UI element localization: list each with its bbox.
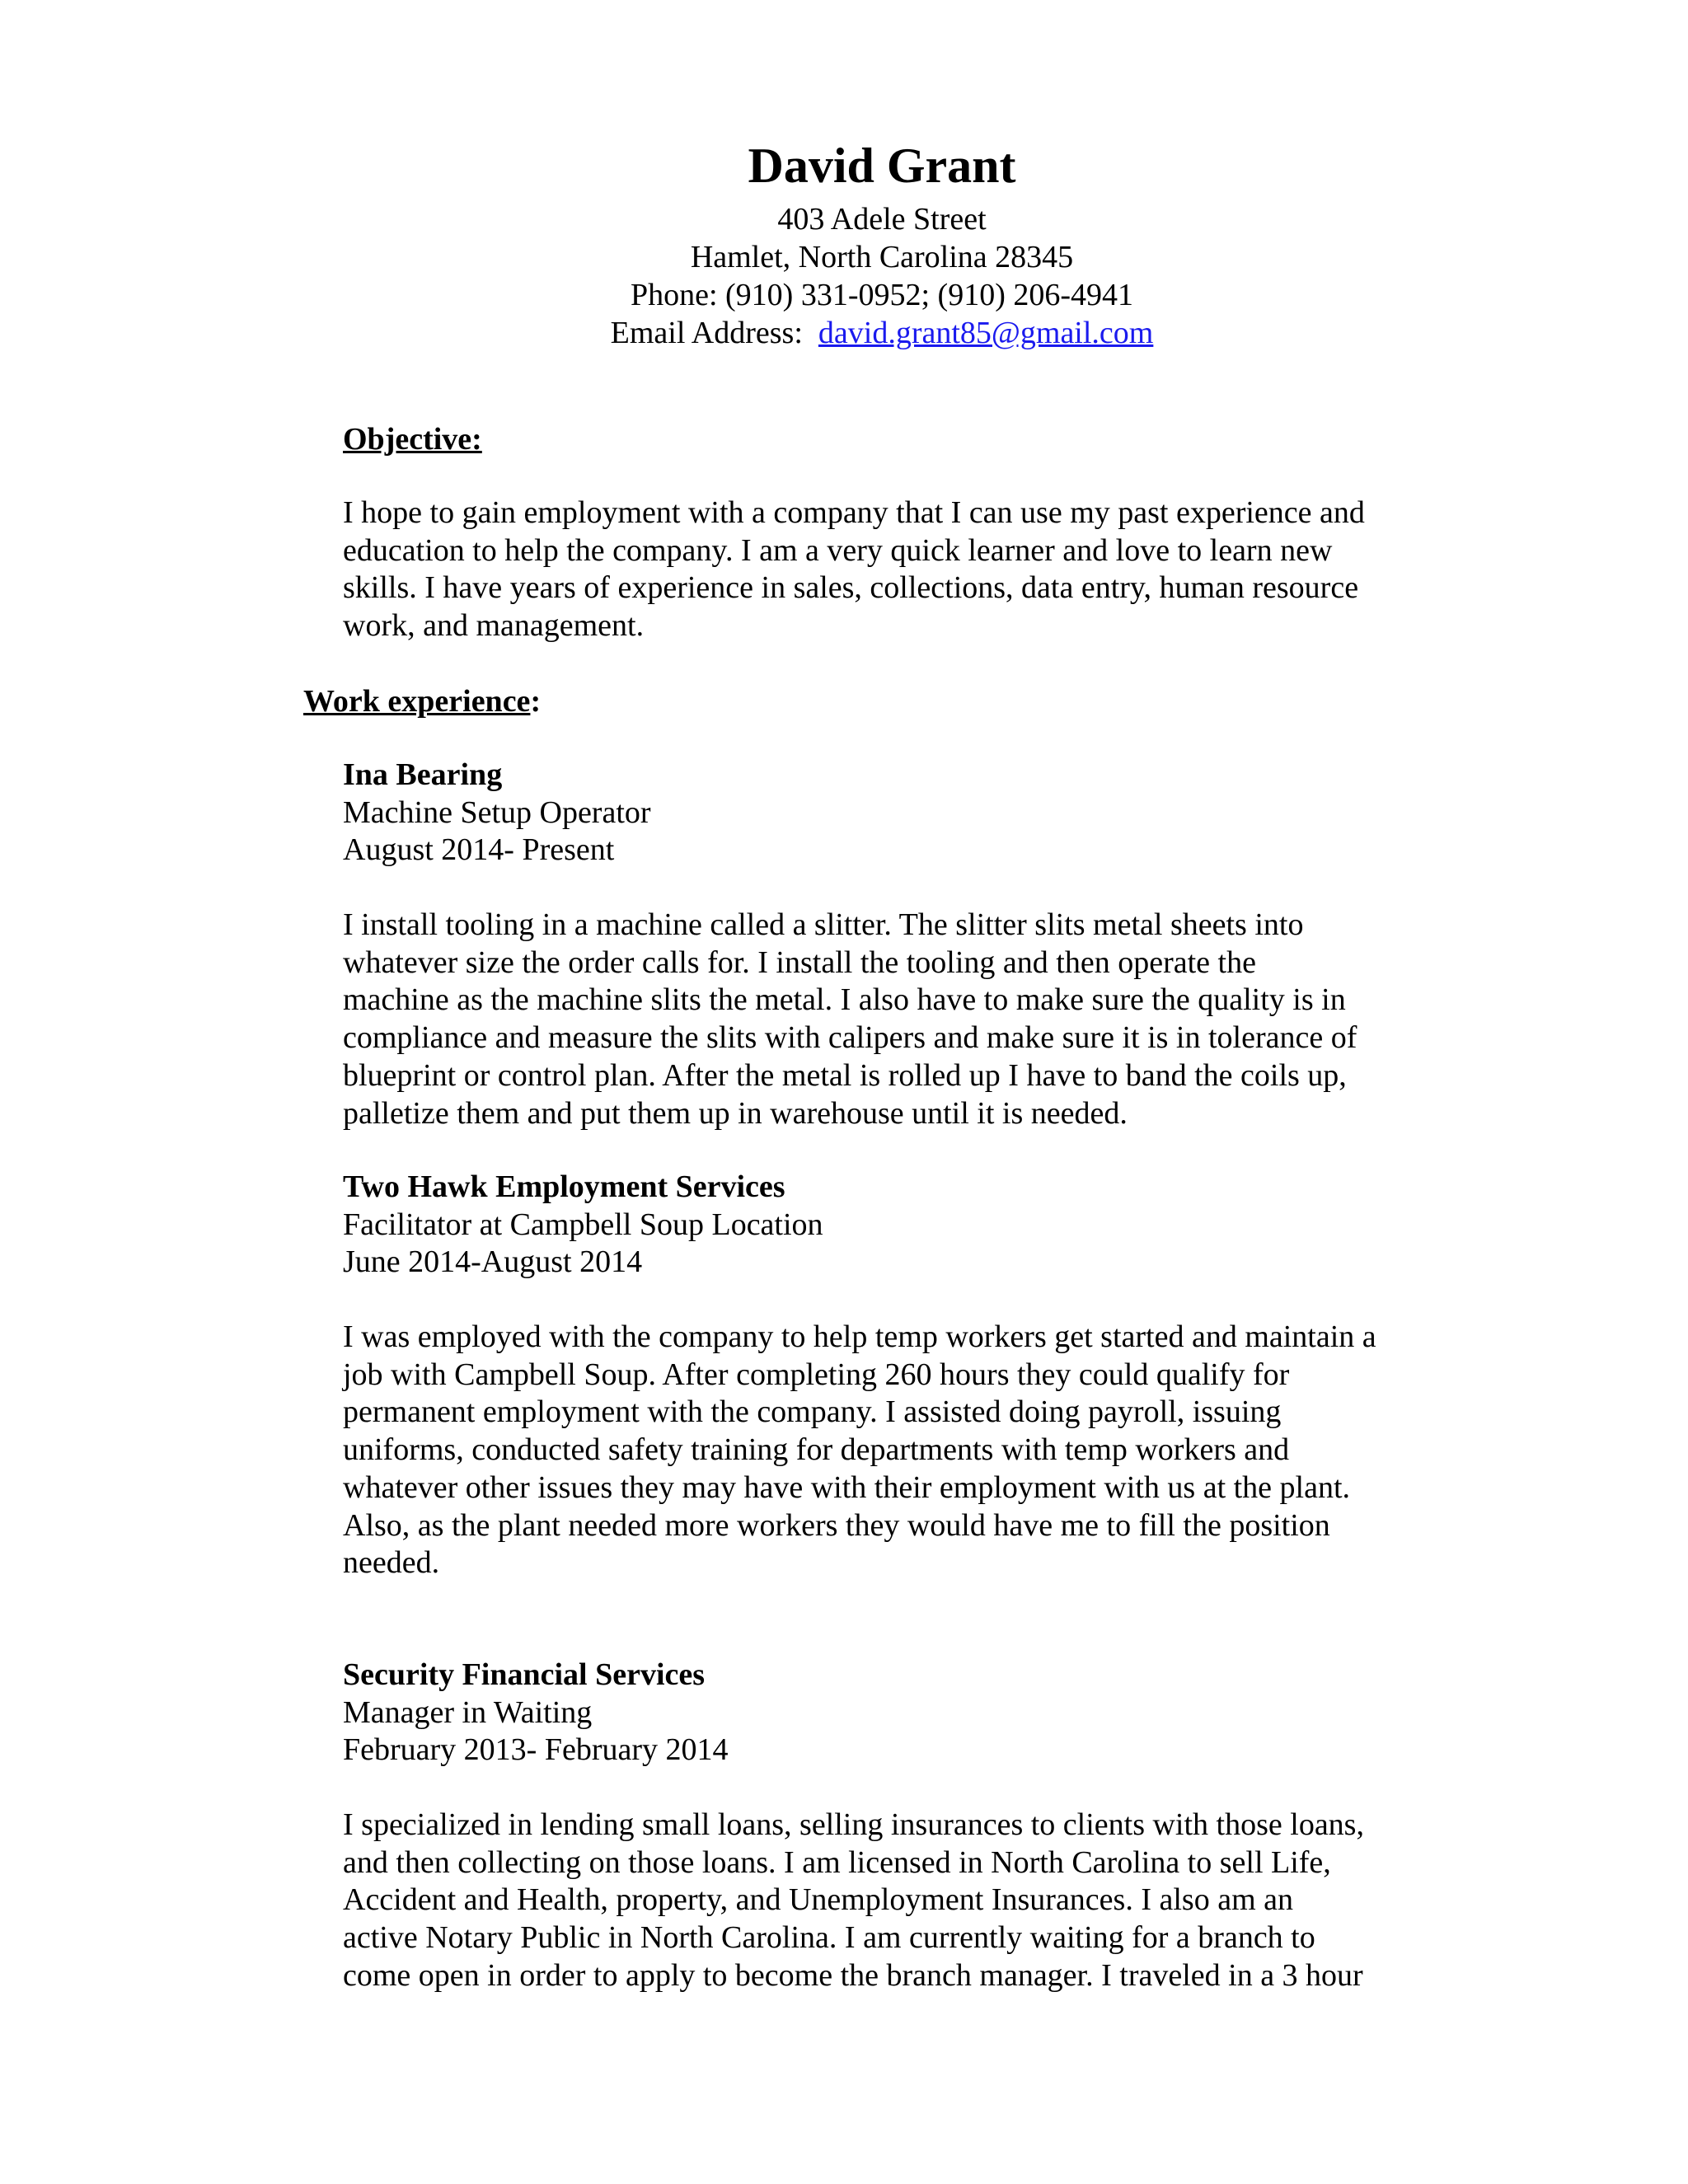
description-line: active Notary Public in North Carolina. I am currently waiting for a branch to (343, 1920, 1315, 1956)
work-experience-colon: : (530, 684, 542, 719)
description-line: machine as the machine slits the metal. I also have to make sure the quality is in (343, 982, 1346, 1018)
description-line: compliance and measure the slits with calipers and make sure it is in tolerance of (343, 1020, 1357, 1056)
candidate-name: David Grant (748, 138, 1016, 193)
company-name: Two Hawk Employment Services (343, 1169, 785, 1204)
job-dates: August 2014- Present (343, 832, 615, 868)
job-description-security-financial (343, 1807, 1464, 1995)
job-title: Manager in Waiting (343, 1694, 593, 1730)
job-entry-two-hawk (343, 1169, 1464, 1282)
description-line: job with Campbell Soup. After completing 260 hours they could qualify for (343, 1357, 1290, 1392)
email-link[interactable]: david.grant85@gmail.com (818, 316, 1154, 350)
work-experience-heading-text: Work experience (303, 684, 531, 719)
description-line: Also, as the plant needed more workers they would have me to fill the position (343, 1507, 1330, 1543)
job-dates: June 2014-August 2014 (343, 1244, 643, 1280)
description-line: I was employed with the company to help temp workers get started and maintain a (343, 1319, 1376, 1354)
description-line: come open in order to apply to become the branch manager. I traveled in a 3 hour (343, 1957, 1363, 1993)
job-entry-security-financial (343, 1657, 1464, 1769)
description-line: blueprint or control plan. After the metal is rolled up I have to band the coils up, (343, 1057, 1347, 1093)
description-line: uniforms, conducted safety training for departments with temp workers and (343, 1432, 1290, 1468)
job-description-two-hawk (343, 1319, 1464, 1582)
address-line-1: 403 Adele Street (777, 202, 987, 237)
objective-heading-text: Objective: (343, 422, 482, 457)
description-line: and then collecting on those loans. I am licensed in North Carolina to sell Life, (343, 1844, 1331, 1880)
job-title: Machine Setup Operator (343, 794, 651, 830)
objective-paragraph (343, 494, 1464, 645)
job-dates: February 2013- February 2014 (343, 1732, 729, 1768)
company-name: Ina Bearing (343, 757, 503, 792)
description-line: permanent employment with the company. I assisted doing payroll, issuing (343, 1394, 1282, 1430)
email-line (0, 314, 1688, 352)
work-experience-heading (303, 682, 541, 720)
description-line: whatever other issues they may have with their employment with us at the plant. (343, 1469, 1351, 1505)
job-entry-ina-bearing (343, 757, 1464, 869)
objective-line: education to help the company. I am a very quick learner and love to learn new (343, 532, 1333, 568)
description-line: needed. (343, 1545, 440, 1581)
objective-heading (343, 420, 482, 458)
job-description-ina-bearing (343, 907, 1464, 1132)
job-title: Facilitator at Campbell Soup Location (343, 1207, 823, 1242)
phone-line: Phone: (910) 331-0952; (910) 206-4941 (630, 278, 1134, 312)
objective-line: skills. I have years of experience in sales, collections, data entry, human resource (343, 570, 1359, 606)
description-line: Accident and Health, property, and Unemployment Insurances. I also am an (343, 1882, 1293, 1918)
objective-line: I hope to gain employment with a company that I can use my past experience and (343, 495, 1365, 530)
description-line: I install tooling in a machine called a slitter. The slitter slits metal sheets into (343, 907, 1304, 942)
description-line: palletize them and put them up in warehouse until it is needed. (343, 1095, 1128, 1131)
email-label: Email Address: (610, 316, 803, 350)
company-name: Security Financial Services (343, 1657, 706, 1692)
address-line-2: Hamlet, North Carolina 28345 (690, 240, 1074, 274)
objective-line: work, and management. (343, 608, 645, 644)
description-line: whatever size the order calls for. I install the tooling and then operate the (343, 944, 1256, 980)
resume-header (0, 136, 1688, 352)
description-line: I specialized in lending small loans, selling insurances to clients with those loans, (343, 1807, 1364, 1842)
